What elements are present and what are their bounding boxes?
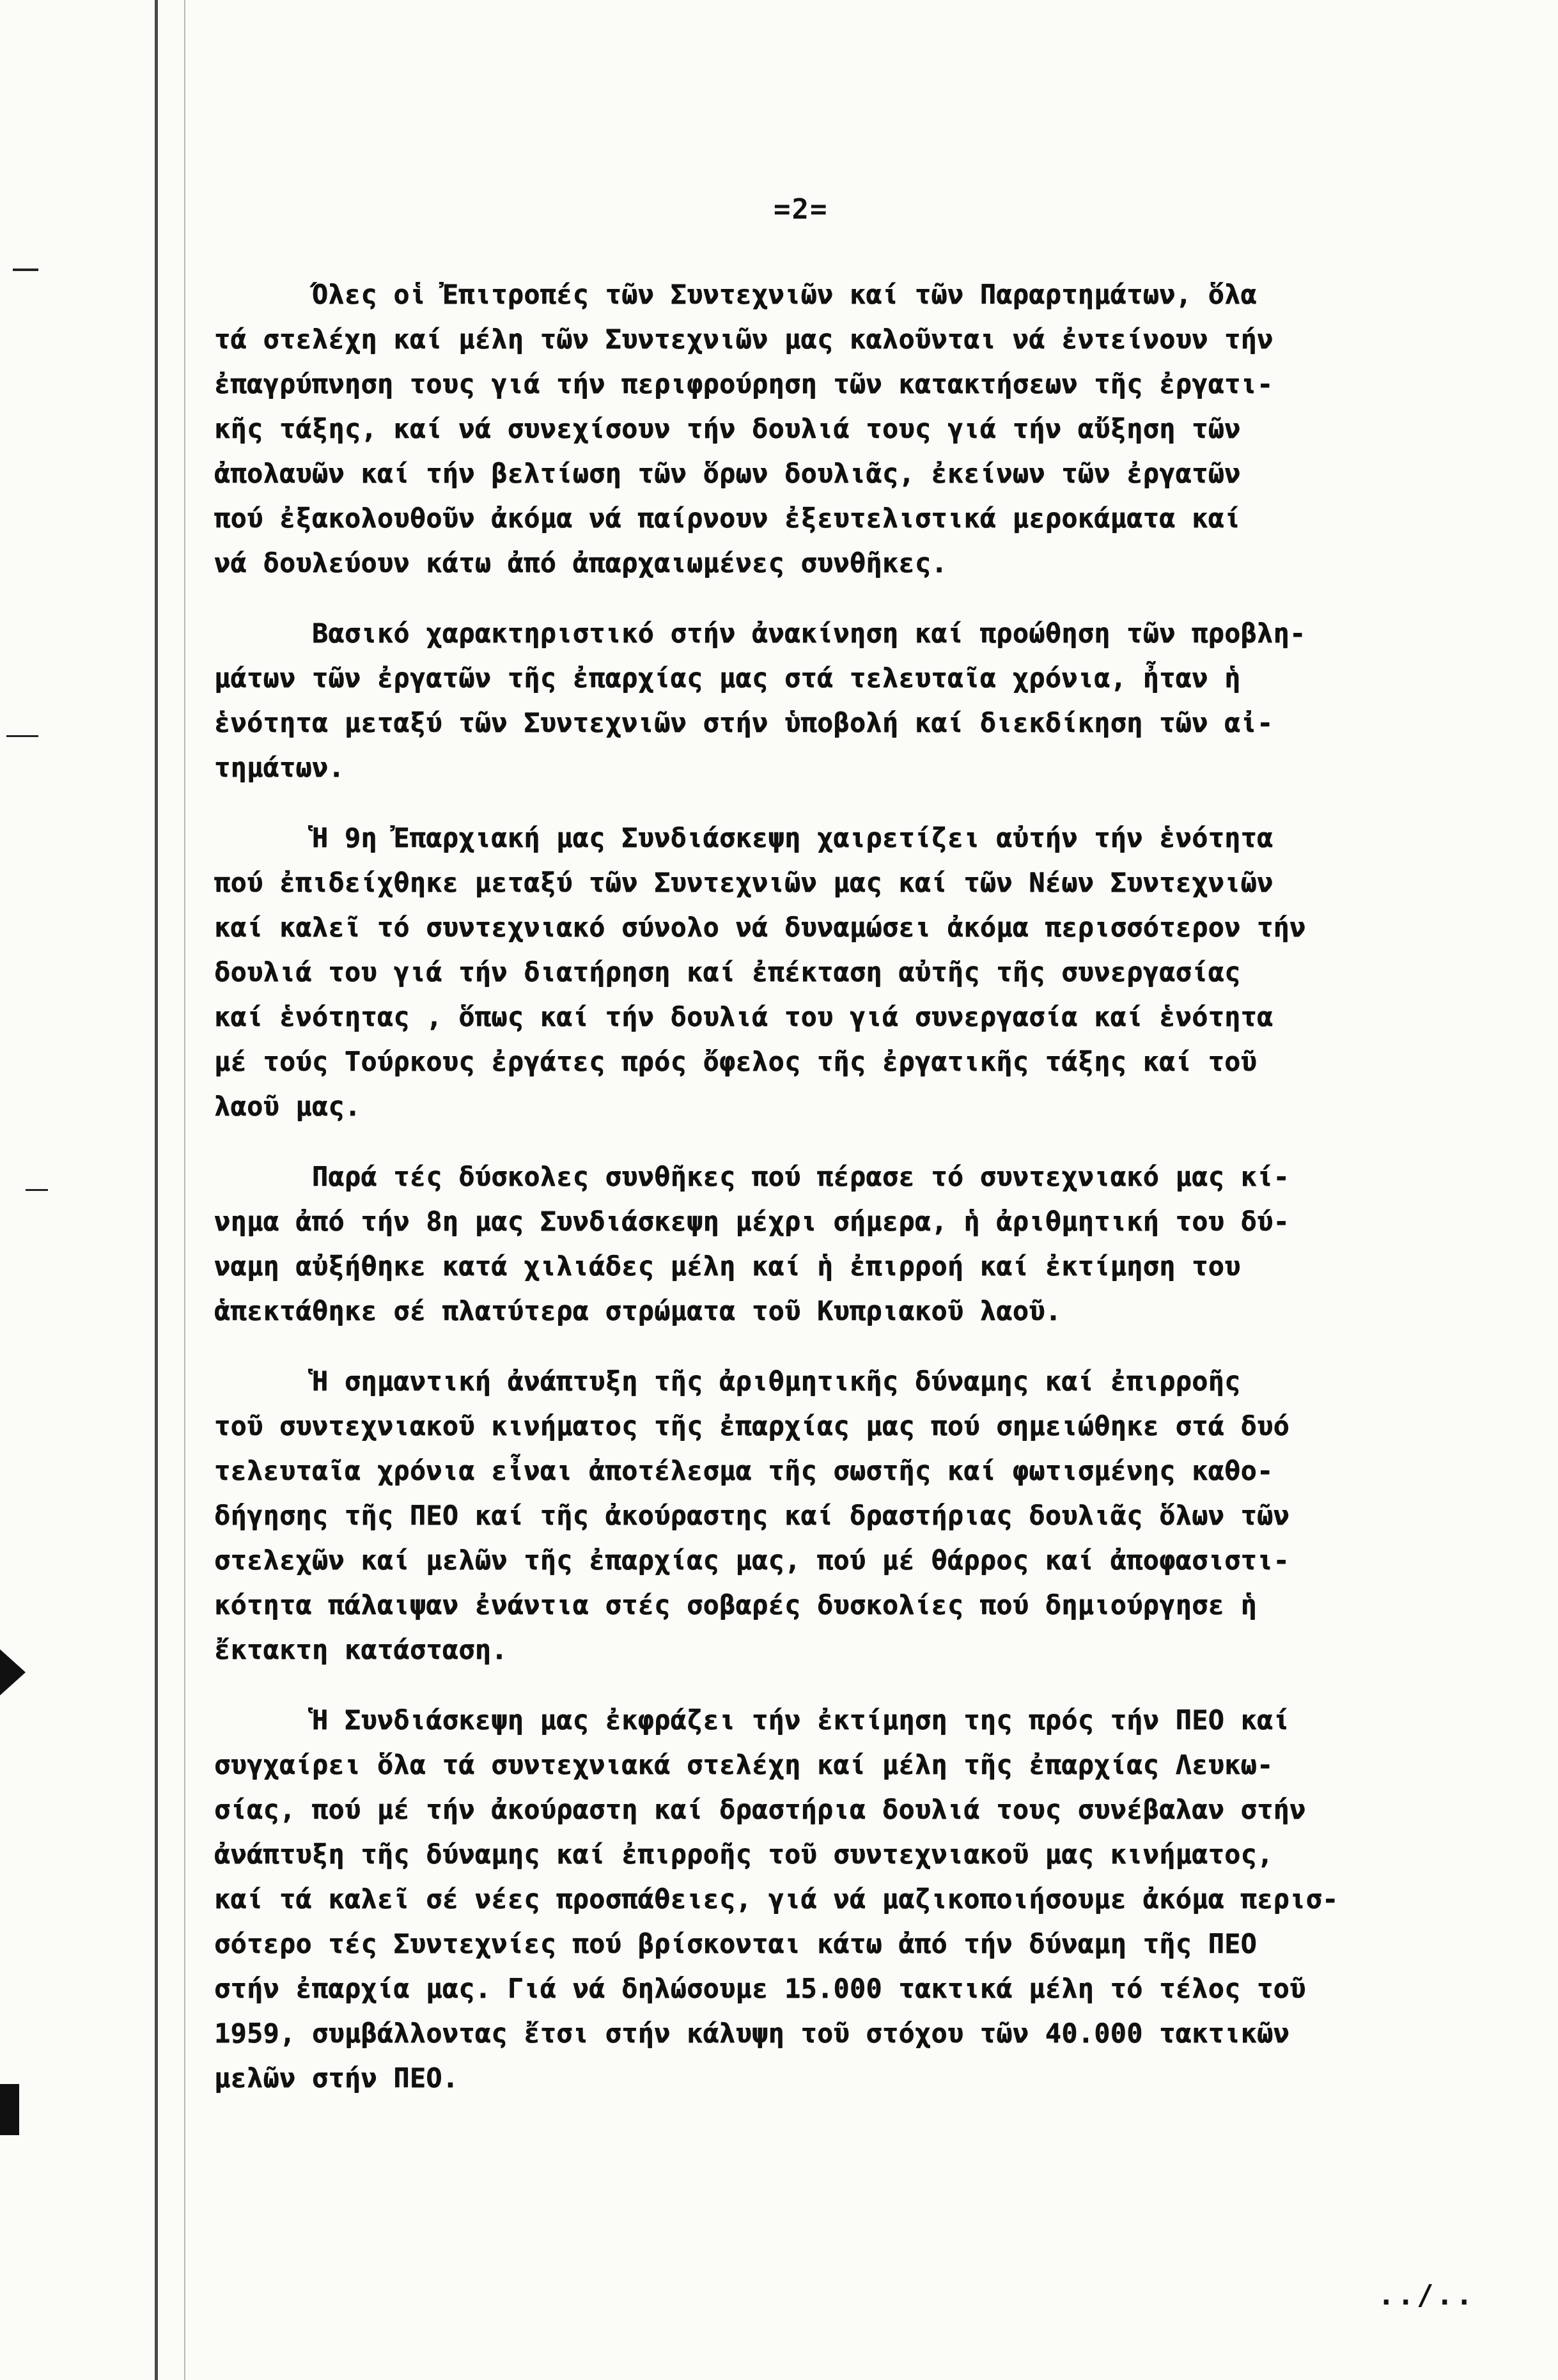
paragraph — [214, 816, 1506, 1129]
text-line: καί τά καλεῖ σέ νέες προσπάθειες, γιά νά μαζικοποιήσουμε ἀκόμα περισ- — [214, 1883, 1339, 1915]
paragraph — [214, 1155, 1506, 1334]
paragraph — [214, 611, 1506, 790]
text-line: τοῦ συντεχνιακοῦ κινήματος τῆς ἐπαρχίας μας πού σημειώθηκε στά δυό — [214, 1410, 1290, 1442]
edge-mark — [13, 268, 38, 271]
text-line: νημα ἀπό τήν 8η μας Συνδιάσκεψη μέχρι σήμερα, ἡ ἀριθμητική του δύ- — [214, 1206, 1290, 1237]
page-number: =2= — [774, 193, 829, 226]
text-line: νά δουλεύουν κάτω ἀπό ἀπαρχαιωμένες συνθῆκες. — [214, 547, 947, 579]
binding-margin-line — [155, 0, 158, 2380]
edge-mark — [26, 1189, 48, 1191]
text-line: καί καλεῖ τό συντεχνιακό σύνολο νά δυναμώσει ἀκόμα περισσότερον τήν — [214, 912, 1306, 943]
text-line: ἀνάπτυξη τῆς δύναμης καί ἐπιρροῆς τοῦ συντεχνιακοῦ μας κινήματος, — [214, 1839, 1274, 1870]
edge-mark — [6, 735, 38, 737]
text-line: λαοῦ μας. — [214, 1091, 361, 1122]
text-line: Ἡ Συνδιάσκεψη μας ἐκφράζει τήν ἐκτίμηση της πρός τήν ΠΕΟ καί — [214, 1704, 1290, 1736]
text-line: ἐπαγρύπνηση τους γιά τήν περιφρούρηση τῶν κατακτήσεων τῆς ἐργατι- — [214, 368, 1274, 400]
text-line: ναμη αὐξήθηκε κατά χιλιάδες μέλη καί ἡ ἐπιρροή καί ἐκτίμηση του — [214, 1250, 1241, 1282]
text-line: τά στελέχη καί μέλη τῶν Συντεχνιῶν μας καλοῦνται νά ἐντείνουν τήν — [214, 323, 1274, 355]
text-line: κότητα πάλαιψαν ἐνάντια στές σοβαρές δυσκολίες πού δημιούργησε ἡ — [214, 1589, 1258, 1621]
text-line: στήν ἐπαρχία μας. Γιά νά δηλώσουμε 15.000 τακτικά μέλη τό τέλος τοῦ — [214, 1973, 1306, 2004]
text-line: συγχαίρει ὅλα τά συντεχνιακά στελέχη καί μέλη τῆς ἐπαρχίας Λευκω- — [214, 1749, 1274, 1780]
punch-hole-mark — [0, 1649, 26, 1695]
text-line: Όλες οἱ Ἐπιτροπές τῶν Συντεχνιῶν καί τῶν Παραρτημάτων, ὅλα — [214, 279, 1258, 310]
text-line: μάτων τῶν ἐργατῶν τῆς ἐπαρχίας μας στά τελευταῖα χρόνια, ἦταν ἡ — [214, 662, 1241, 694]
paragraph — [214, 1359, 1506, 1672]
document-body — [214, 272, 1506, 2101]
text-line: μελῶν στήν ΠΕΟ. — [214, 2062, 459, 2094]
text-line: Ἡ σημαντική ἀνάπτυξη τῆς ἀριθμητικῆς δύναμης καί ἐπιρροῆς — [214, 1365, 1241, 1397]
text-line: Παρά τές δύσκολες συνθῆκες πού πέρασε τό συντεχνιακό μας κί- — [214, 1161, 1290, 1192]
punch-hole-mark — [0, 2084, 19, 2135]
text-line: ἀπολαυῶν καί τήν βελτίωση τῶν ὅρων δουλιᾶς, ἐκείνων τῶν ἐργατῶν — [214, 458, 1241, 489]
text-line: καί ἑνότητας , ὅπως καί τήν δουλιά του γιά συνεργασία καί ἑνότητα — [214, 1001, 1274, 1032]
text-line: μέ τούς Τούρκους ἐργάτες πρός ὄφελος τῆς ἐργατικῆς τάξης καί τοῦ — [214, 1046, 1258, 1077]
paragraph — [214, 272, 1506, 586]
text-line: ἑνότητα μεταξύ τῶν Συντεχνιῶν στήν ὑποβολή καί διεκδίκηση τῶν αἰ- — [214, 707, 1274, 738]
text-line: πού ἐξακολουθοῦν ἀκόμα νά παίρνουν ἐξευτελιστικά μεροκάματα καί — [214, 502, 1241, 534]
text-line: 1959, συμβάλλοντας ἔτσι στήν κάλυψη τοῦ στόχου τῶν 40.000 τακτικῶν — [214, 2018, 1290, 2049]
binding-margin-line-secondary — [184, 0, 185, 2380]
text-line: τημάτων. — [214, 752, 345, 783]
text-line: Ἡ 9η Ἐπαρχιακή μας Συνδιάσκεψη χαιρετίζει αὐτήν τήν ἑνότητα — [214, 822, 1274, 853]
text-line: δήγησης τῆς ΠΕΟ καί τῆς ἀκούραστης καί δραστήριας δουλιᾶς ὅλων τῶν — [214, 1500, 1290, 1531]
text-line: ἁπεκτάθηκε σέ πλατύτερα στρώματα τοῦ Κυπριακοῦ λαοῦ. — [214, 1295, 1062, 1326]
text-line: Βασικό χαρακτηριστικό στήν ἀνακίνηση καί προώθηση τῶν προβλη- — [214, 618, 1306, 649]
text-line: κῆς τάξης, καί νά συνεχίσουν τήν δουλιά τους γιά τήν αὔξηση τῶν — [214, 413, 1241, 444]
text-line: ἔκτακτη κατάσταση. — [214, 1634, 508, 1665]
text-line: τελευταῖα χρόνια εἶναι ἀποτέλεσμα τῆς σωστῆς καί φωτισμένης καθο- — [214, 1455, 1274, 1486]
paragraph — [214, 1698, 1506, 2101]
continuation-mark: ../.. — [1378, 2279, 1476, 2312]
text-line: σότερο τές Συντεχνίες πού βρίσκονται κάτω ἀπό τήν δύναμη τῆς ΠΕΟ — [214, 1928, 1258, 1959]
text-line: σίας, πού μέ τήν ἀκούραστη καί δραστήρια δουλιά τους συνέβαλαν στήν — [214, 1794, 1306, 1825]
text-line: στελεχῶν καί μελῶν τῆς ἐπαρχίας μας, πού μέ θάρρος καί ἀποφασιστι- — [214, 1544, 1290, 1576]
text-line: δουλιά του γιά τήν διατήρηση καί ἐπέκταση αὐτῆς τῆς συνεργασίας — [214, 956, 1241, 988]
text-line: πού ἐπιδείχθηκε μεταξύ τῶν Συντεχνιῶν μας καί τῶν Νέων Συντεχνιῶν — [214, 867, 1274, 898]
